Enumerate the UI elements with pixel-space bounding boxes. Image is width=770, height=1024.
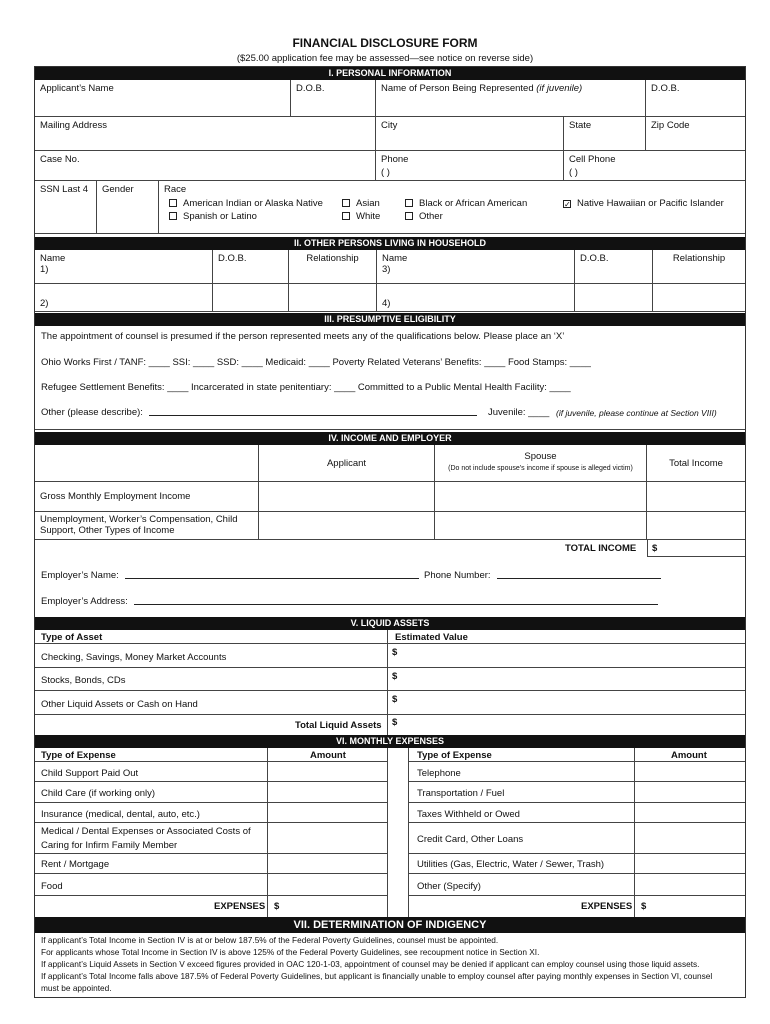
race-white[interactable]: [342, 211, 380, 222]
section-2-header: II. OTHER PERSONS LIVING IN HOUSEHOLD: [35, 237, 745, 250]
checkbox-icon[interactable]: [405, 199, 413, 207]
cell-phone-label: Cell Phone: [569, 154, 616, 165]
section-6-header: VI. MONTHLY EXPENSES: [35, 735, 745, 748]
form-title: FINANCIAL DISCLOSURE FORM: [292, 36, 478, 50]
other-spouse-input[interactable]: [435, 512, 647, 540]
other-applicant-input[interactable]: [259, 512, 435, 540]
dob-label-2: D.O.B.: [651, 83, 680, 94]
divider: [35, 853, 387, 854]
total-income-col-label: Total Income: [669, 458, 723, 469]
household-dob-3[interactable]: [575, 250, 653, 284]
employer-name-input[interactable]: [125, 570, 419, 579]
race-black[interactable]: [405, 198, 527, 209]
asset-type-header: Type of Asset: [41, 632, 103, 643]
phone-label: Phone: [381, 154, 409, 165]
asset-row-checking: Checking, Savings, Money Market Accounts: [41, 652, 227, 663]
name-label: Name: [40, 253, 66, 264]
section-5-header: V. LIQUID ASSETS: [35, 617, 745, 630]
divider: [35, 761, 387, 762]
asset-row-other: Other Liquid Assets or Cash on Hand: [41, 699, 198, 710]
divider: [35, 895, 387, 896]
gross-spouse-input[interactable]: [435, 482, 647, 512]
expense-food: Food: [41, 881, 63, 892]
household-name-1[interactable]: [35, 250, 213, 284]
household-dob-2[interactable]: [213, 284, 289, 312]
employer-phone-input[interactable]: [497, 570, 661, 579]
total-income-dollar: $: [652, 543, 658, 554]
race-option-label: American Indian or Alaska Native: [183, 198, 323, 209]
gross-total-input[interactable]: [647, 482, 745, 512]
divider: [408, 761, 745, 762]
section-3-header: III. PRESUMPTIVE ELIGIBILITY: [35, 313, 745, 326]
case-number-field[interactable]: [35, 151, 376, 181]
income-applicant-header: [259, 445, 435, 482]
expense-utilities: Utilities (Gas, Electric, Water / Sewer, Trash): [417, 859, 605, 870]
expense-medical-1: Medical / Dental Expenses or Associated Costs of: [41, 826, 251, 837]
juvenile-note: (if juvenile, please continue at Section VIII): [556, 408, 717, 418]
expense-transportation: Transportation / Fuel: [417, 788, 505, 799]
represented-dob-field[interactable]: [646, 80, 745, 117]
eligibility-other-input[interactable]: [149, 407, 477, 416]
expenses-dollar-right[interactable]: $: [641, 901, 647, 912]
indigency-line-2: For applicants whose Total Income in Section IV is above 125% of the Federal Poverty Guidelines, see recoupment notice in Section XI.: [41, 947, 540, 957]
other-income-label-2: Support, Other Types of Income: [40, 525, 175, 536]
divider: [35, 429, 745, 430]
cell-phone-area: ( ): [569, 167, 578, 178]
expense-child-care: Child Care (if working only): [41, 788, 156, 799]
household-name-2[interactable]: [35, 284, 213, 312]
asset-row-stocks: Stocks, Bonds, CDs: [41, 675, 126, 686]
dob-label: D.O.B.: [218, 253, 247, 264]
juvenile-field[interactable]: Juvenile: ____: [488, 407, 550, 418]
divider: [634, 748, 635, 918]
household-relationship-3[interactable]: [653, 250, 745, 284]
divider: [408, 895, 745, 896]
city-field[interactable]: [376, 117, 564, 151]
employer-address-label: Employer’s Address:: [41, 596, 128, 607]
indigency-line-3: If applicant’s Liquid Assets in Section V exceed figures provided in OAC 120-1-03, appointment of counsel may be denied if applicant can employ counsel using those liquid assets.: [41, 959, 700, 969]
applicant-col-label: Applicant: [326, 458, 367, 469]
case-number-label: Case No.: [40, 154, 80, 165]
race-spanish-latino[interactable]: [169, 211, 257, 222]
eligibility-intro: The appointment of counsel is presumed if the person represented meets any of the qualifications below. Please place an ‘X’: [41, 331, 565, 342]
eligibility-benefits-line[interactable]: Ohio Works First / TANF: ____ SSI: ____ SSD: ____ Medicaid: ____ Poverty Related Veterans’ Benefits: ____ Food Stamps: ____: [41, 357, 591, 368]
race-option-label: Native Hawaiian or Pacific Islander: [577, 198, 724, 209]
household-relationship-4[interactable]: [653, 284, 745, 312]
income-total-header: [647, 445, 745, 482]
divider: [35, 643, 745, 644]
total-income-label: TOTAL INCOME: [565, 543, 637, 554]
applicant-name-field[interactable]: [35, 80, 291, 117]
applicant-name-label: Applicant’s Name: [40, 83, 114, 94]
represented-name-note: (if juvenile): [536, 83, 583, 94]
form-subtitle: ($25.00 application fee may be assessed—see notice on reverse side): [236, 53, 534, 64]
gender-label: Gender: [102, 184, 134, 195]
indigency-line-1: If applicant’s Total Income in Section IV is at or below 187.5% of the Federal Poverty Guidelines, counsel must be appointed.: [41, 935, 499, 945]
ssn-label: SSN Last 4: [40, 184, 89, 195]
gross-applicant-input[interactable]: [259, 482, 435, 512]
divider: [35, 690, 745, 691]
checkbox-icon[interactable]: [169, 212, 177, 220]
divider: [35, 667, 745, 668]
expense-insurance: Insurance (medical, dental, auto, etc.): [41, 809, 200, 820]
state-label: State: [569, 120, 592, 131]
divider: [647, 556, 745, 557]
amount-header-left: Amount: [310, 750, 346, 761]
race-label: Race: [164, 184, 187, 195]
cell-phone-field[interactable]: [564, 151, 745, 181]
section-7-header: VII. DETERMINATION OF INDIGENCY: [35, 917, 745, 933]
spouse-col-label: Spouse: [524, 451, 557, 462]
gross-income-label-cell: [35, 482, 259, 512]
divider: [35, 873, 387, 874]
income-blank-header: [35, 445, 259, 482]
employer-phone-label: Phone Number:: [424, 570, 491, 581]
divider: [35, 802, 387, 803]
asset-dollar[interactable]: $: [392, 647, 398, 658]
divider: [408, 822, 745, 823]
amount-header-right: Amount: [671, 750, 707, 761]
household-relationship-2[interactable]: [289, 284, 377, 312]
checkbox-icon[interactable]: [342, 199, 350, 207]
race-option-label: Other: [419, 211, 443, 222]
estimated-value-header: Estimated Value: [395, 632, 468, 643]
dob-label: D.O.B.: [580, 253, 609, 264]
applicant-dob-field[interactable]: [291, 80, 376, 117]
phone-field[interactable]: [376, 151, 564, 181]
expenses-total-label-left: EXPENSES: [214, 901, 266, 912]
spouse-note: (Do not include spouse’s income if spouse is alleged victim): [448, 465, 633, 472]
checkbox-icon[interactable]: [342, 212, 350, 220]
checkbox-icon[interactable]: [405, 212, 413, 220]
indigency-line-5: must be appointed.: [41, 983, 112, 993]
state-field[interactable]: [564, 117, 646, 151]
employer-name-label: Employer’s Name:: [41, 570, 119, 581]
divider: [387, 748, 388, 918]
row-number: 4): [382, 298, 391, 309]
asset-dollar[interactable]: $: [392, 671, 398, 682]
gender-field[interactable]: [97, 181, 159, 234]
employer-address-input[interactable]: [134, 596, 658, 605]
checkmark-icon[interactable]: ✓: [564, 200, 571, 209]
form-body: [34, 66, 746, 998]
ssn-field[interactable]: [35, 181, 97, 234]
mailing-address-label: Mailing Address: [40, 120, 108, 131]
zip-field[interactable]: [646, 117, 745, 151]
expenses-total-label-right: EXPENSES: [581, 901, 633, 912]
race-asian[interactable]: [342, 198, 380, 209]
row-number: 3): [382, 264, 391, 275]
represented-name-field[interactable]: [376, 80, 646, 117]
divider: [387, 630, 388, 737]
expense-rent: Rent / Mortgage: [41, 859, 110, 870]
expense-credit-card: Credit Card, Other Loans: [417, 834, 524, 845]
dob-label: D.O.B.: [296, 83, 325, 94]
other-income-label-cell: [35, 512, 259, 540]
household-dob-1[interactable]: [213, 250, 289, 284]
eligibility-refugee-line[interactable]: Refugee Settlement Benefits: ____ Incarcerated in state penitentiary: ____ Committed to a Public Mental Health Facility: ____: [41, 382, 571, 393]
phone-area: ( ): [381, 167, 390, 178]
row-number: 2): [40, 298, 49, 309]
race-option-label: Black or African American: [419, 198, 528, 209]
divider: [408, 853, 745, 854]
divider: [408, 802, 745, 803]
race-other[interactable]: [405, 211, 443, 222]
other-total-input[interactable]: [647, 512, 745, 540]
household-relationship-1[interactable]: [289, 250, 377, 284]
household-name-3[interactable]: [377, 250, 575, 284]
relationship-label: Relationship: [672, 253, 726, 264]
household-dob-4[interactable]: [575, 284, 653, 312]
household-name-4[interactable]: [377, 284, 575, 312]
race-native-hawaiian[interactable]: [563, 198, 724, 209]
expense-type-header-right: Type of Expense: [417, 750, 492, 761]
represented-name-label: Name of Person Being Represented: [381, 83, 537, 94]
indigency-line-4: If applicant’s Total Income falls above 187.5% of Federal Poverty Guidelines, but applicant is financially unable to employ counsel after paying monthly expenses in Section VI, counsel: [41, 971, 713, 981]
section-4-header: IV. INCOME AND EMPLOYER: [35, 432, 745, 445]
other-income-label-1: Unemployment, Worker’s Compensation, Child: [40, 514, 238, 525]
checkbox-icon[interactable]: [169, 199, 177, 207]
city-label: City: [381, 120, 398, 131]
race-option-label: Asian: [356, 198, 380, 209]
divider: [408, 748, 409, 918]
divider: [408, 873, 745, 874]
divider: [408, 781, 745, 782]
relationship-label: Relationship: [306, 253, 359, 264]
expenses-dollar-left[interactable]: $: [274, 901, 280, 912]
asset-dollar[interactable]: $: [392, 694, 398, 705]
expense-telephone: Telephone: [417, 768, 461, 779]
gross-income-label: Gross Monthly Employment Income: [40, 491, 191, 502]
zip-label: Zip Code: [651, 120, 690, 131]
eligibility-other-label: Other (please describe):: [41, 407, 143, 418]
expense-other: Other (Specify): [417, 881, 481, 892]
name-label: Name: [382, 253, 408, 264]
total-liquid-dollar[interactable]: $: [392, 717, 398, 728]
divider: [647, 540, 648, 556]
race-option-label: White: [356, 211, 381, 222]
row-number: 1): [40, 264, 49, 275]
expense-taxes: Taxes Withheld or Owed: [417, 809, 520, 820]
section-1-header: I. PERSONAL INFORMATION: [35, 67, 745, 80]
divider: [267, 748, 268, 918]
expense-type-header-left: Type of Expense: [41, 750, 116, 761]
expense-medical-2: Caring for Infirm Family Member: [41, 840, 178, 851]
divider: [35, 714, 745, 715]
divider: [35, 822, 387, 823]
expense-child-support: Child Support Paid Out: [41, 768, 139, 779]
total-liquid-assets-label: Total Liquid Assets: [295, 720, 382, 731]
race-american-indian[interactable]: [169, 198, 323, 209]
race-option-label: Spanish or Latino: [183, 211, 257, 222]
divider: [35, 781, 387, 782]
income-spouse-header: [435, 445, 647, 482]
mailing-address-field[interactable]: [35, 117, 376, 151]
